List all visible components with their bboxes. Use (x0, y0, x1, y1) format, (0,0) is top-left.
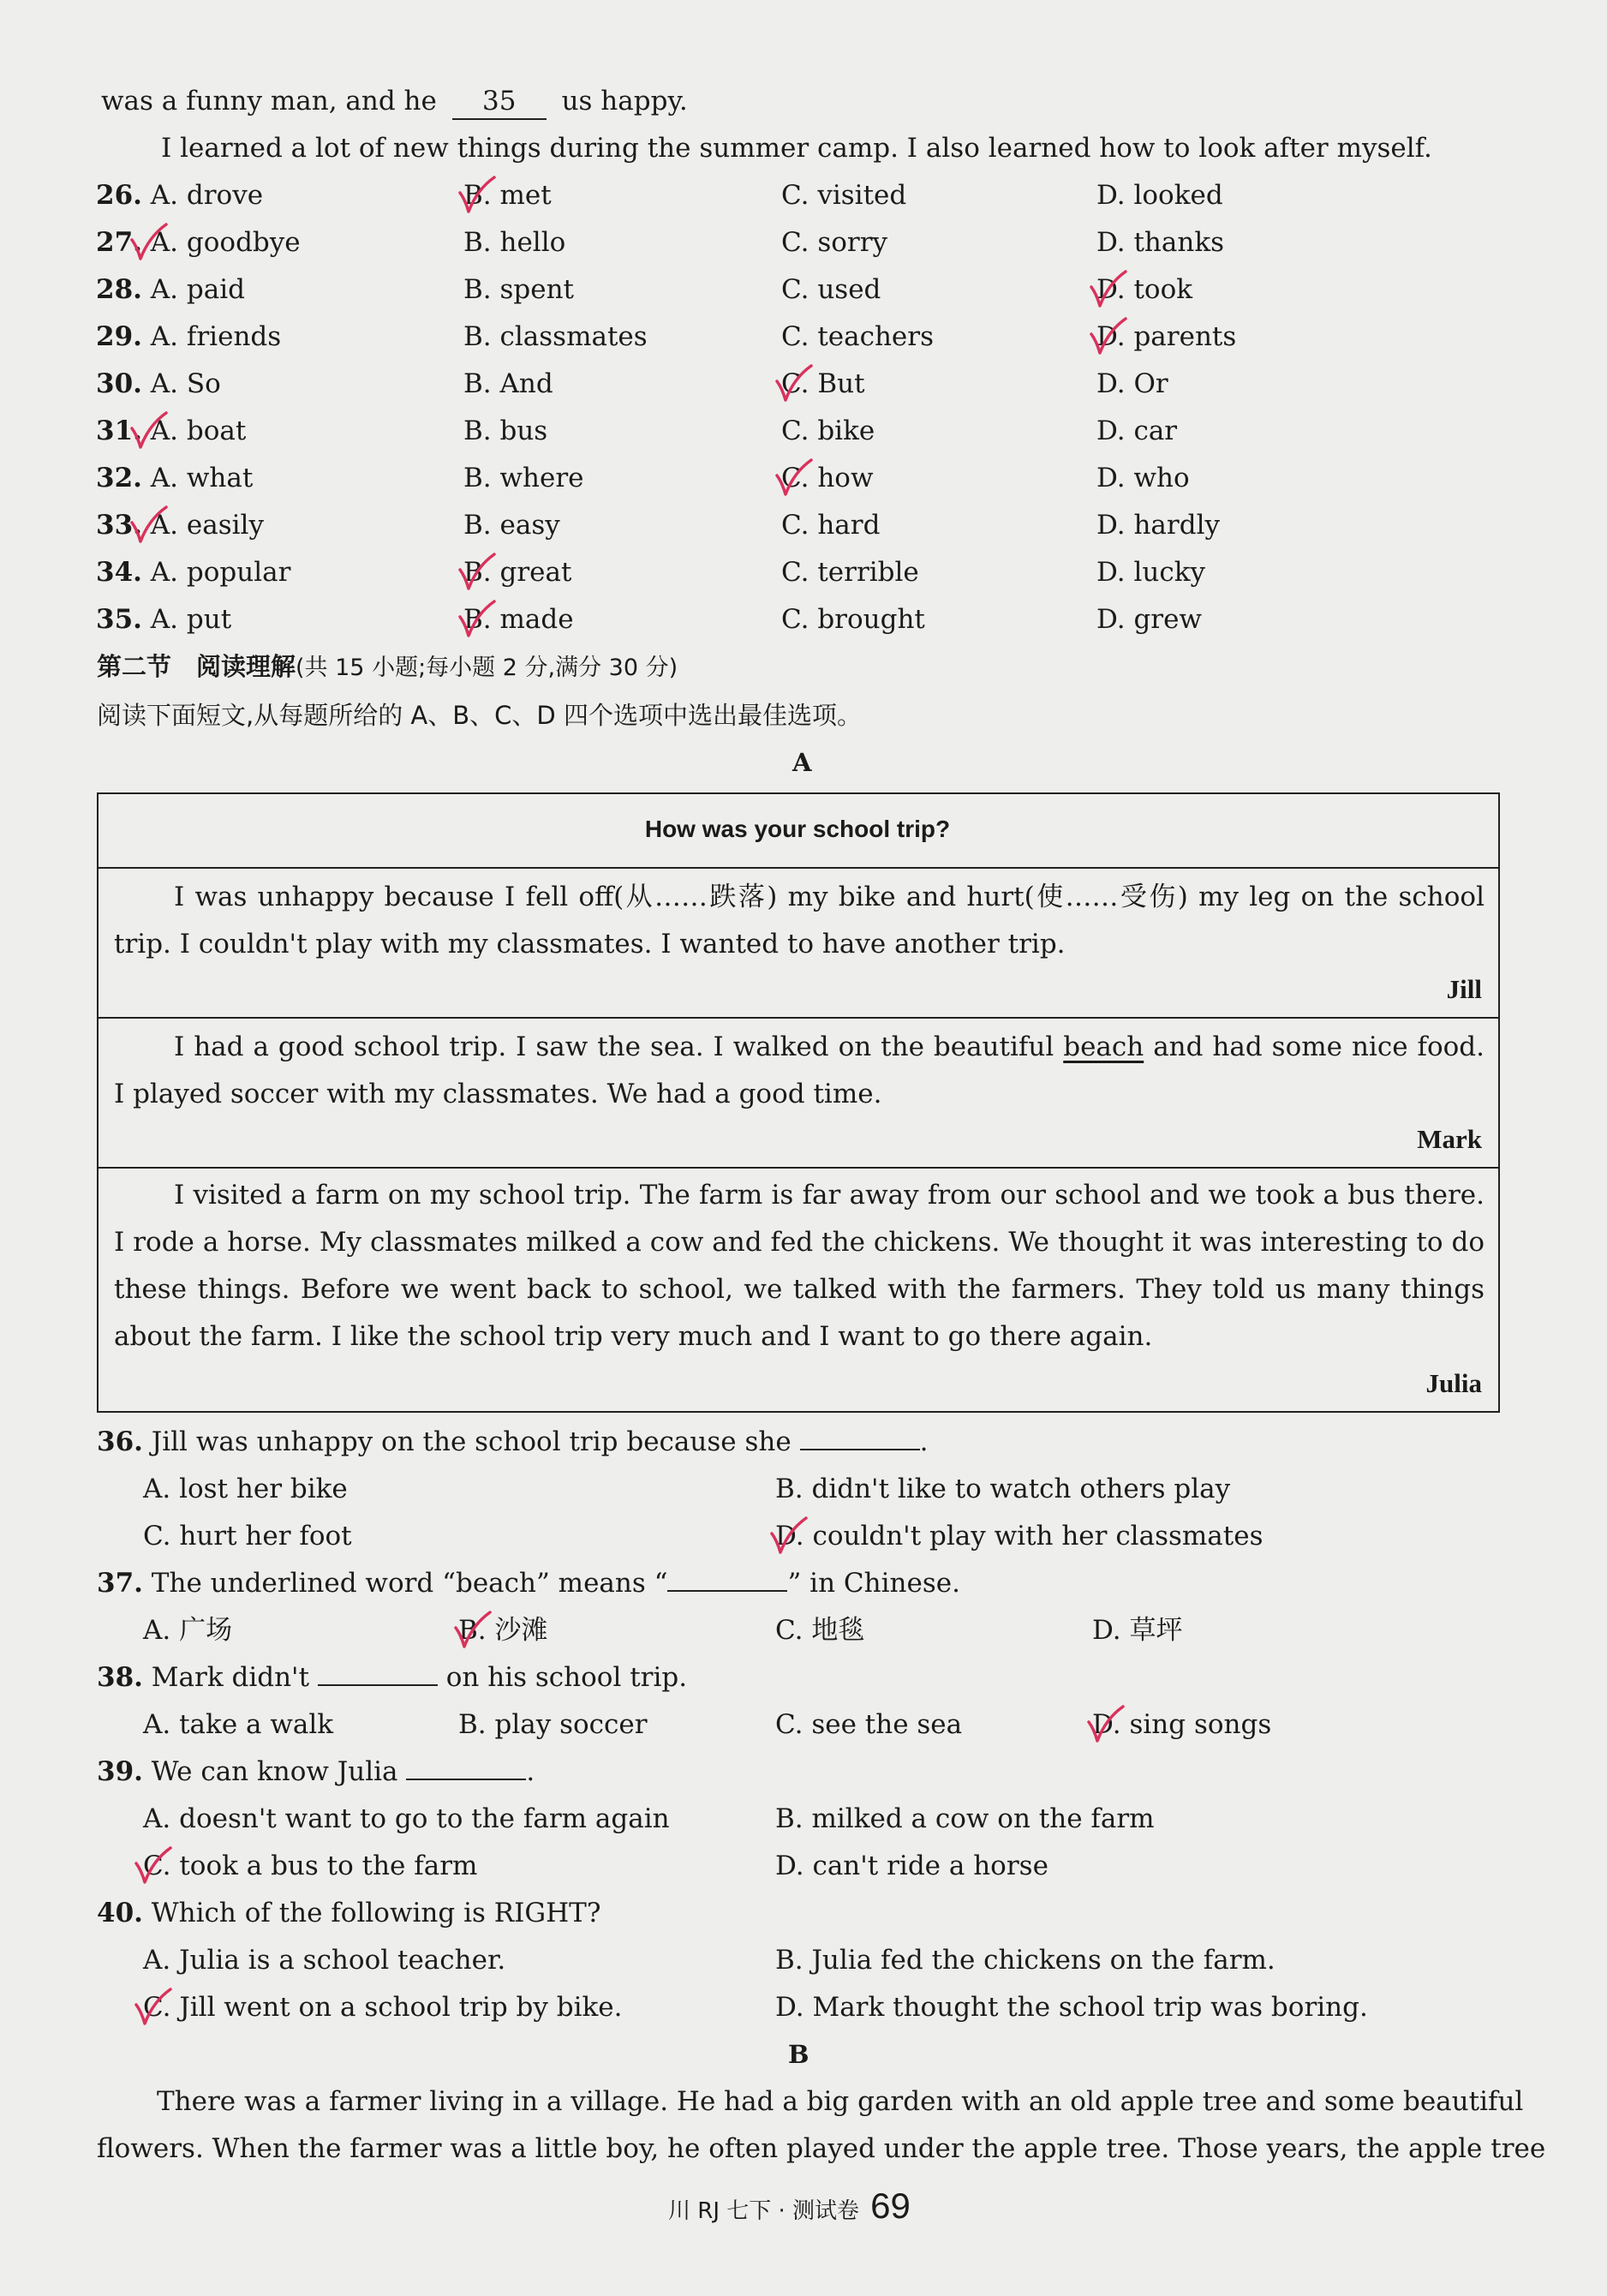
option-37b: B. 沙滩 (458, 1615, 548, 1646)
option-35b: B. made (463, 604, 574, 635)
option-29d: D. parents (1096, 321, 1237, 352)
option-31d: D. car (1096, 416, 1178, 446)
cloze-row-34: 34. A. popular (96, 557, 291, 588)
option-38c: C. see the sea (775, 1709, 963, 1740)
header-line-1-text: was a funny man, and he (101, 86, 437, 117)
option-40a: A. Julia is a school teacher. (143, 1945, 506, 1976)
option-38d: D. sing songs (1092, 1709, 1272, 1740)
option-35c: C. brought (781, 604, 925, 635)
option-28c: C. used (781, 274, 881, 305)
option-30b: B. And (463, 368, 553, 399)
option-30d: D. Or (1096, 368, 1168, 399)
page-number: 69 (870, 2185, 911, 2226)
option-40c: C. Jill went on a school trip by bike. (143, 1992, 623, 2023)
header-line-1 (101, 84, 688, 120)
option-29c: C. teachers (781, 321, 935, 352)
option-34b: B. great (463, 557, 572, 588)
page-footer: 川 RJ 七下 · 测试卷 69 (668, 2185, 911, 2226)
cloze-row-26: 26. A. drove (96, 180, 264, 211)
header-line-1-end: us happy. (561, 86, 688, 117)
question-37: 37. The underlined word “beach” means “ ” in Chinese. (97, 1568, 960, 1599)
option-31b: B. bus (463, 416, 548, 446)
julia-text: I visited a farm on my school trip. The farm is far away from our school and we took a bus there. I rode a horse. My classmates milked a cow and fed the chickens. We thought it was interesting to do these things. Before we went back to school, we talked with the farmers. They told us many things about the farm. I like the school trip very much and I want to go there again. (114, 1180, 1485, 1352)
option-40d: D. Mark thought the school trip was boring. (775, 1992, 1368, 2023)
header-line-2: I learned a lot of new things during the summer camp. I also learned how to look after myself. (161, 133, 1432, 164)
option-39b: B. milked a cow on the farm (775, 1803, 1155, 1834)
question-38: 38. Mark didn't on his school trip. (97, 1662, 688, 1693)
section-2-instruction: 阅读下面短文,从每题所给的 A、B、C、D 四个选项中选出最佳选项。 (97, 701, 862, 730)
option-29b: B. classmates (463, 321, 648, 352)
table-divider (97, 1167, 1498, 1169)
passage-a-label: A (792, 748, 812, 777)
option-37d: D. 草坪 (1092, 1615, 1183, 1646)
section-2-header: 第二节 阅读理解(共 15 小题;每小题 2 分,满分 30 分) (97, 652, 678, 681)
option-36a: A. lost her bike (143, 1474, 348, 1504)
underlined-word-beach: beach (1063, 1031, 1144, 1062)
mark-name: Mark (1417, 1124, 1482, 1154)
option-27c: C. sorry (781, 227, 888, 258)
cloze-row-30: 30. A. So (96, 368, 221, 399)
jill-name: Jill (1446, 974, 1482, 1004)
option-28b: B. spent (463, 274, 575, 305)
option-38a: A. take a walk (143, 1709, 334, 1740)
option-37c: C. 地毯 (775, 1615, 865, 1646)
cloze-row-28: 28. A. paid (96, 274, 245, 305)
option-40b: B. Julia fed the chickens on the farm. (775, 1945, 1275, 1976)
option-38b: B. play soccer (458, 1709, 648, 1740)
cloze-row-35: 35. A. put (96, 604, 232, 635)
option-26c: C. visited (781, 180, 907, 211)
option-37a: A. 广场 (143, 1615, 233, 1646)
option-30c: C. But (781, 368, 865, 399)
option-39a: A. doesn't want to go to the farm again (143, 1803, 670, 1834)
option-36c: C. hurt her foot (143, 1521, 352, 1552)
jill-text: I was unhappy because I fell off(从……跌落) my bike and hurt(使……受伤) my leg on the school trip. I couldn't play with my classmates. I wanted to have another trip. (114, 882, 1485, 960)
table-divider (97, 867, 1498, 869)
option-27d: D. thanks (1096, 227, 1225, 258)
julia-name: Julia (1425, 1368, 1482, 1398)
option-36d: D. couldn't play with her classmates (775, 1521, 1263, 1552)
option-32c: C. how (781, 463, 874, 493)
option-28d: D. took (1096, 274, 1193, 305)
option-27b: B. hello (463, 227, 566, 258)
question-39: 39. We can know Julia . (97, 1756, 535, 1787)
option-32b: B. where (463, 463, 584, 493)
mark-text: I had a good school trip. I saw the sea. I walked on the beautiful beach and had some nice food. I played soccer with my classmates. We had a good time. (114, 1031, 1485, 1109)
passage-b-line-2: flowers. When the farmer was a little boy, he often played under the apple tree. Those years, the apple tree (97, 2133, 1546, 2164)
question-40: 40. Which of the following is RIGHT? (97, 1898, 601, 1928)
option-26b: B. met (463, 180, 552, 211)
option-26d: D. looked (1096, 180, 1223, 211)
passage-b-label: B (788, 2040, 809, 2069)
cloze-row-31: 31. A. boat (96, 416, 247, 446)
cloze-row-33: 33. A. easily (96, 510, 264, 541)
option-34d: D. lucky (1096, 557, 1205, 588)
option-32d: D. who (1096, 463, 1190, 493)
cloze-row-32: 32. A. what (96, 463, 254, 493)
option-33c: C. hard (781, 510, 881, 541)
option-31c: C. bike (781, 416, 875, 446)
option-39d: D. can't ride a horse (775, 1851, 1048, 1881)
cloze-row-27: 27. A. goodbye (96, 227, 301, 258)
option-33d: D. hardly (1096, 510, 1220, 541)
option-33b: B. easy (463, 510, 560, 541)
passage-b-line-1: There was a farmer living in a village. He had a big garden with an old apple tree and some beautiful (157, 2086, 1524, 2117)
option-35d: D. grew (1096, 604, 1203, 635)
option-34c: C. terrible (781, 557, 919, 588)
blank-35: 35 (452, 84, 547, 120)
question-36: 36. Jill was unhappy on the school trip because she . (97, 1426, 929, 1457)
table-title: How was your school trip? (644, 816, 951, 842)
cloze-row-29: 29. A. friends (96, 321, 282, 352)
option-39c: C. took a bus to the farm (143, 1851, 478, 1881)
table-divider (97, 1017, 1498, 1019)
option-36b: B. didn't like to watch others play (775, 1474, 1231, 1504)
